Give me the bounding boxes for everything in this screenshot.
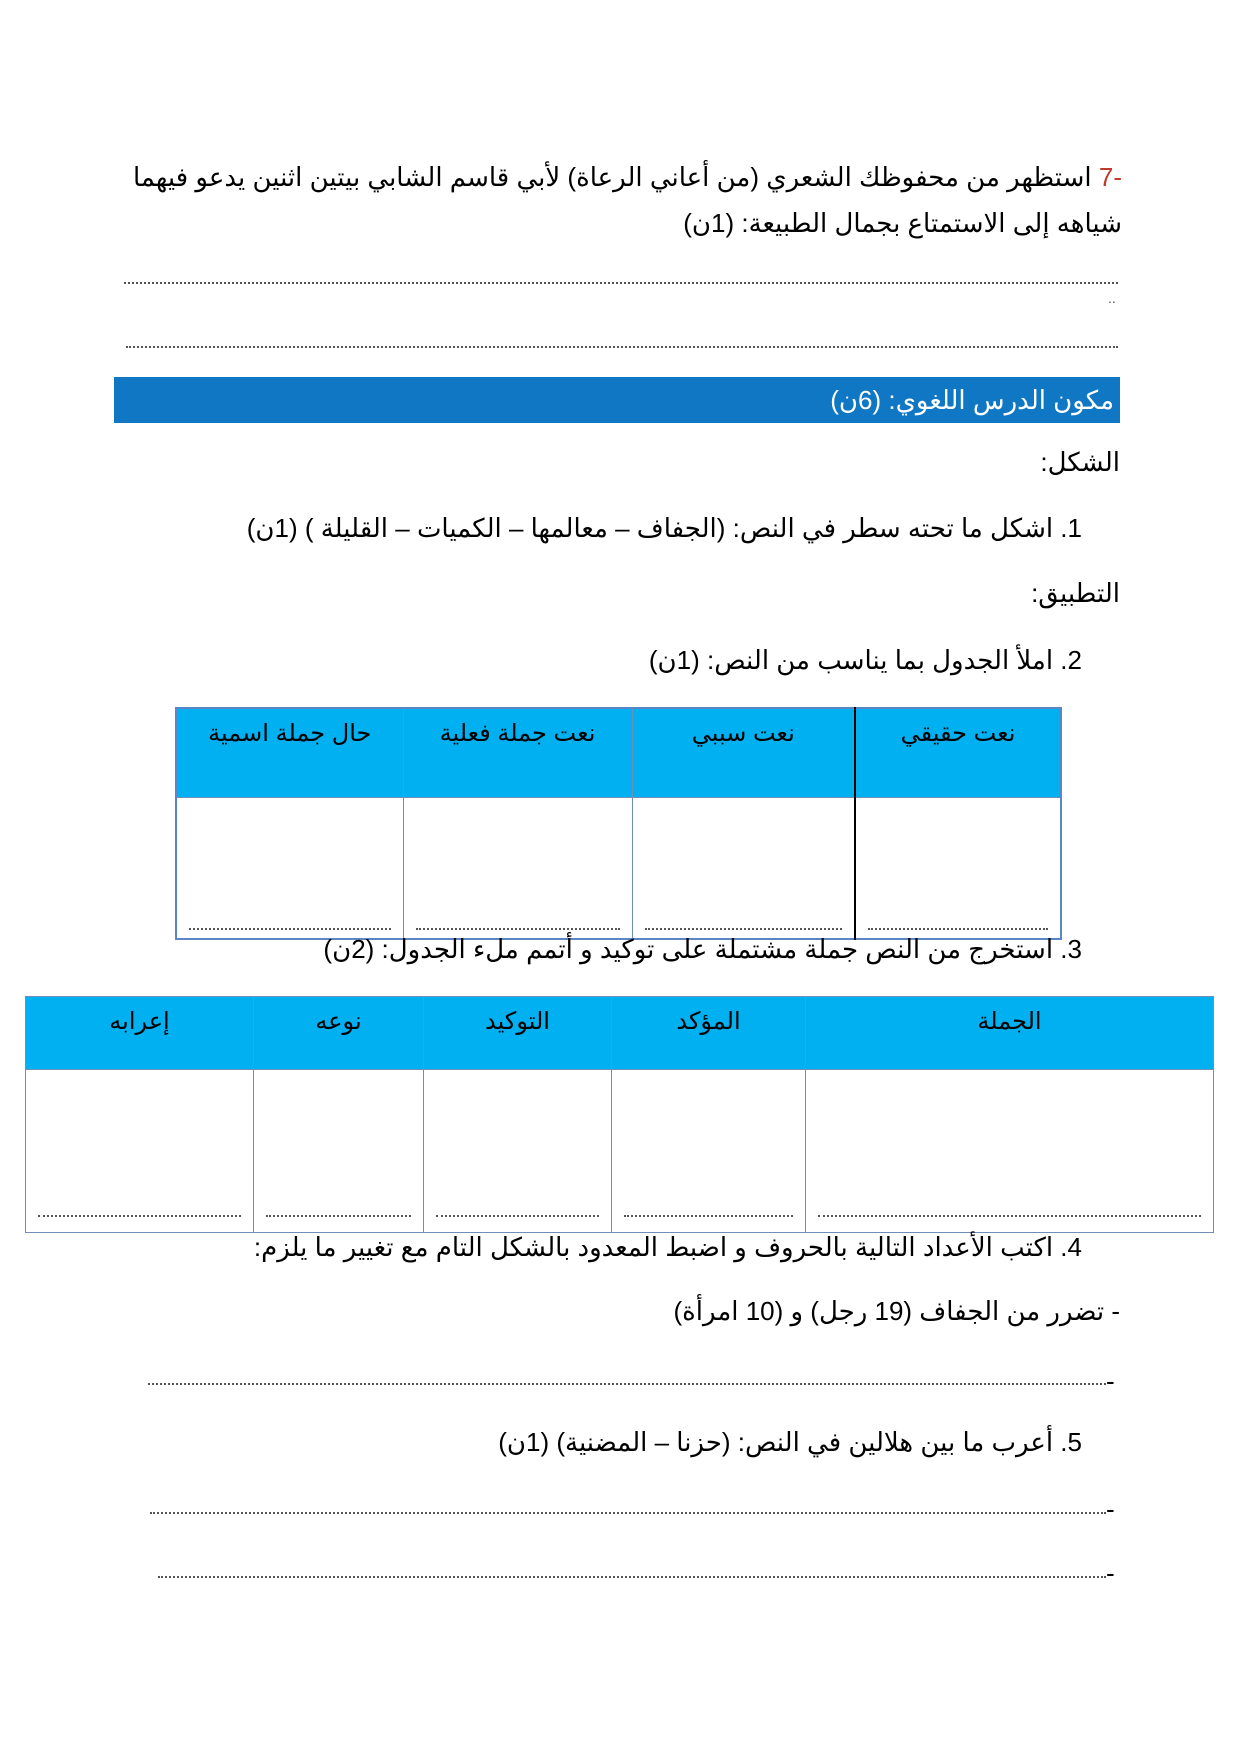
question-2: 2. املأ الجدول بما يناسب من النص: (1ن): [648, 645, 1082, 675]
table-header-row: [176, 708, 1061, 798]
table-header-row: [26, 997, 1214, 1070]
q7-text-line1: استظهر من محفوظك الشعري (من أعاني الرعاة) لأبي قاسم الشابي بيتين اثنين يدعو فيهما: [132, 162, 1092, 192]
table-row: [26, 1070, 1214, 1233]
dotted-line: [266, 1215, 411, 1217]
dotted-line: [645, 928, 843, 930]
answer-line-q7-tail: ..: [1108, 290, 1116, 306]
dotted-line: [189, 928, 391, 930]
answer-dash-q5-1: -: [1106, 1494, 1115, 1524]
answer-line-q7-1[interactable]: [124, 282, 1118, 284]
dotted-line: [416, 928, 620, 930]
table2-header-sentence: الجملة: [806, 997, 1214, 1070]
dotted-line: [868, 928, 1048, 930]
table2-header-emphasized: المؤكد: [612, 997, 806, 1070]
table2-answer-cell-5[interactable]: [26, 1070, 254, 1233]
section-bar-language: مكون الدرس اللغوي: (6ن): [114, 377, 1120, 423]
question-3: 3. استخرج من النص جملة مشتملة على توكيد و أتمم ملء الجدول: (2ن): [323, 934, 1082, 964]
table2-header-type: نوعه: [254, 997, 424, 1070]
table1-answer-cell-2[interactable]: [632, 798, 855, 940]
answer-line-q5-1[interactable]: [150, 1512, 1106, 1514]
table2-answer-cell-3[interactable]: [424, 1070, 612, 1233]
dotted-line: [38, 1215, 241, 1217]
table1-header-real-adjective: نعت حقيقي: [855, 708, 1061, 798]
question-4-item: - تضرر من الجفاف (19 رجل) و (10 امرأة): [673, 1296, 1120, 1326]
table1-header-causal-adjective: نعت سببي: [632, 708, 855, 798]
heading-shakl: الشكل:: [1040, 447, 1120, 477]
table2-answer-cell-4[interactable]: [254, 1070, 424, 1233]
table1-header-nominal-clause-state: حال جملة اسمية: [176, 708, 403, 798]
table-adjectives: [175, 707, 1062, 940]
question-4: 4. اكتب الأعداد التالية بالحروف و اضبط المعدود بالشكل التام مع تغيير ما يلزم:: [253, 1232, 1082, 1262]
table1-answer-cell-3[interactable]: [403, 798, 632, 940]
answer-dash-q5-2: -: [1106, 1558, 1115, 1588]
table1-answer-cell-4[interactable]: [176, 798, 403, 940]
answer-line-q7-2[interactable]: [126, 346, 1118, 348]
dotted-line: [436, 1215, 599, 1217]
answer-dash-q4: -: [1106, 1366, 1115, 1396]
table2-answer-cell-2[interactable]: [612, 1070, 806, 1233]
heading-tatbiq: التطبيق:: [1031, 578, 1120, 608]
q7-line1: [133, 162, 1122, 193]
table1-answer-cell-1[interactable]: [855, 798, 1061, 940]
table2-header-parsing: إعرابه: [26, 997, 254, 1070]
table2-header-emphasis: التوكيد: [424, 997, 612, 1070]
dotted-line: [818, 1215, 1201, 1217]
dotted-line: [624, 1215, 793, 1217]
table-row: [176, 798, 1061, 940]
table1-header-verbal-clause-adjective: نعت جملة فعلية: [403, 708, 632, 798]
answer-line-q4[interactable]: [148, 1383, 1106, 1385]
q7-line2: شياهه إلى الاستمتاع بجمال الطبيعة: (1ن): [683, 208, 1122, 238]
question-1: 1. اشكل ما تحته سطر في النص: (الجفاف – معالمها – الكميات – القليلة ) (1ن): [246, 513, 1082, 543]
table2-answer-cell-1[interactable]: [806, 1070, 1214, 1233]
question-5: 5. أعرب ما بين هلالين في النص: (حزنا – المضنية) (1ن): [498, 1427, 1082, 1457]
table-emphasis: [25, 996, 1214, 1233]
answer-line-q5-2[interactable]: [158, 1576, 1106, 1578]
q7-number: -7: [1098, 162, 1122, 192]
